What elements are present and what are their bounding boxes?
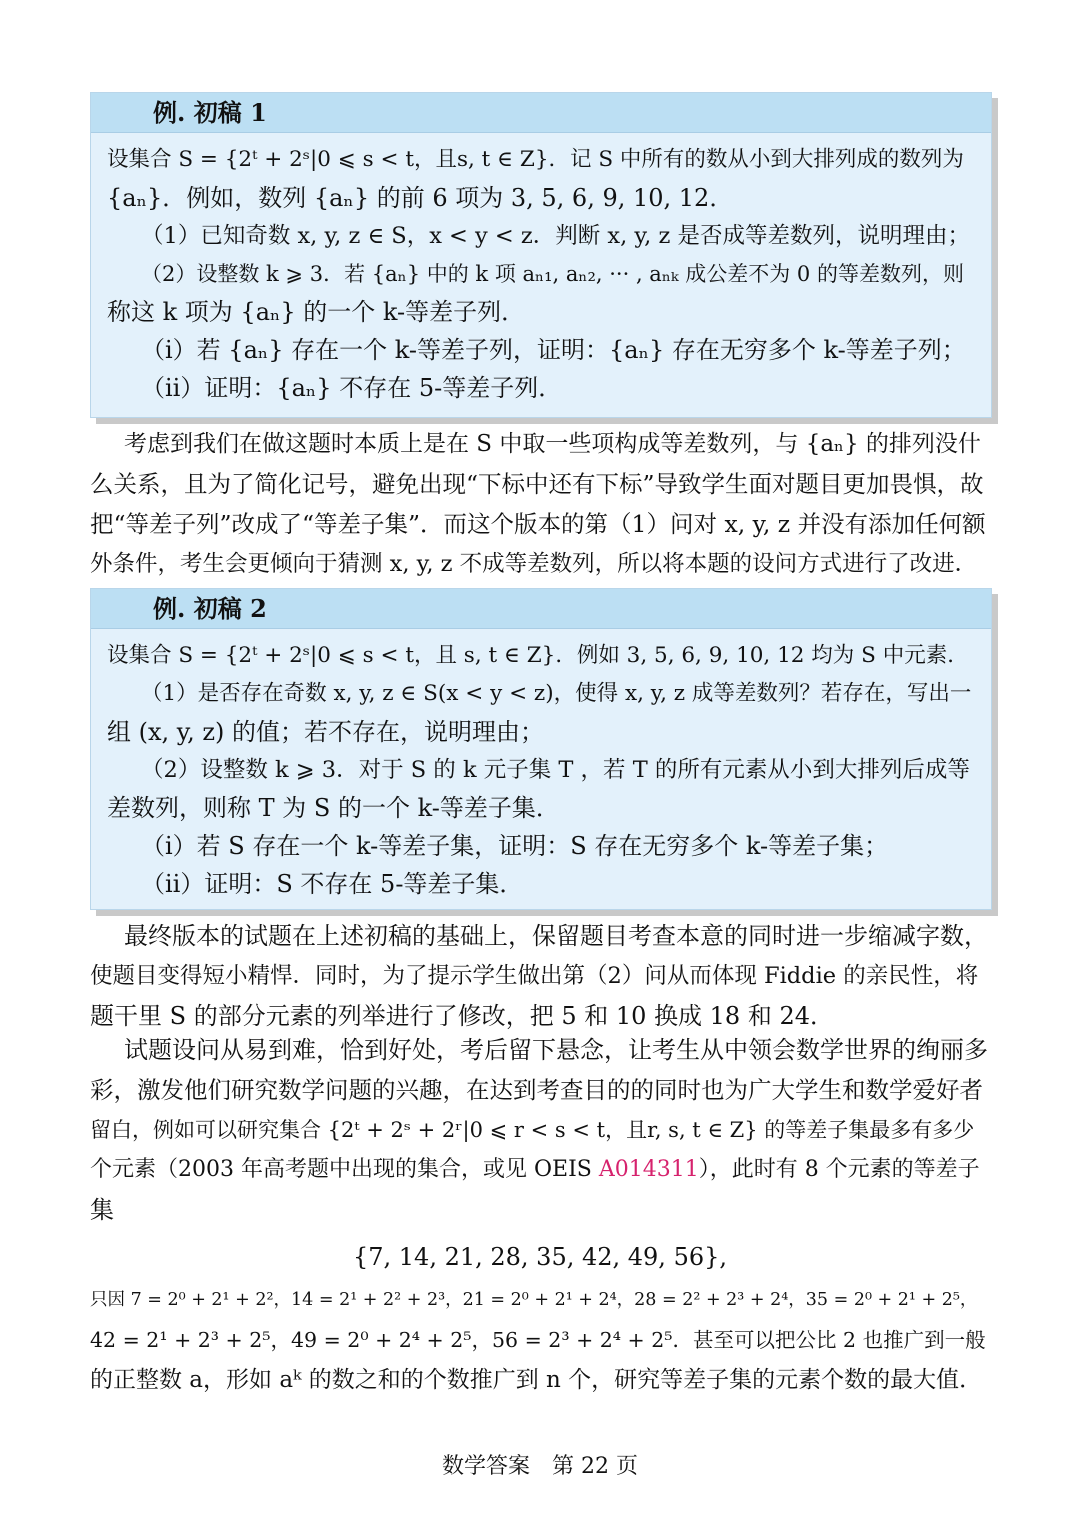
text-line: 组 (x, y, z) 的值；若不存在，说明理由； bbox=[107, 718, 545, 746]
text-line: 集 bbox=[90, 1196, 114, 1224]
text-line: （2）设整数 k ⩾ 3．若 {aₙ} 中的 k 项 aₙ₁, aₙ₂, ··· , aₙₖ 成公差不为 0 的等差数列，则 bbox=[141, 262, 964, 286]
text-line: 外条件，考生会更倾向于猜测 x, y, z 不成等差数列，所以将本题的设问方式进行了改进． bbox=[90, 551, 978, 577]
text-line: 最终版本的试题在上述初稿的基础上，保留题目考查本意的同时进一步缩减字数， bbox=[124, 922, 988, 950]
box-body bbox=[91, 133, 991, 407]
text-line: 的正整数 a，形如 aᵏ 的数之和的个数推广到 n 个，研究等差子集的元素个数的最大值． bbox=[90, 1367, 983, 1393]
text-line: 考虑到我们在做这题时本质上是在 S 中取一些项构成等差数列，与 {aₙ} 的排列没什 bbox=[124, 431, 981, 457]
text-line: （ⅱ）证明：S 不存在 5-等差子集． bbox=[141, 870, 524, 898]
text-line: 留白，例如可以研究集合 {2ᵗ + 2ˢ + 2ʳ|0 ⩽ r < s < t，且r, s, t ∈ Z} 的等差子集最多有多少 bbox=[90, 1118, 975, 1142]
paragraph-2 bbox=[90, 916, 990, 1036]
page-footer: 数学答案 第 22 页 bbox=[442, 1454, 638, 1479]
text-line: 试题设问从易到难，恰到好处，考后留下悬念，让考生从中领会数学世界的绚丽多 bbox=[124, 1036, 988, 1064]
example-box-draft-1 bbox=[90, 92, 992, 418]
text-line: 把“等差子列”改成了“等差子集”．而这个版本的第（1）问对 x, y, z 并没有添加任何额 bbox=[90, 510, 986, 538]
text-line: （ⅰ）若 {aₙ} 存在一个 k-等差子列，证明：{aₙ} 存在无穷多个 k-等差子列； bbox=[141, 336, 966, 364]
text-line: 设集合 S = {2ᵗ + 2ˢ|0 ⩽ s < t，且 s, t ∈ Z}．例如 3, 5, 6, 9, 10, 12 均为 S 中元素． bbox=[107, 643, 969, 668]
box-title: 例. 初稿 2 bbox=[91, 589, 991, 629]
text-segment: ），此时有 8 个元素的等差子 bbox=[698, 1157, 980, 1182]
box-body bbox=[91, 629, 991, 903]
text-line: （ⅰ）若 S 存在一个 k-等差子集，证明：S 存在无穷多个 k-等差子集； bbox=[141, 832, 889, 860]
text-line: {aₙ}．例如，数列 {aₙ} 的前 6 项为 3, 5, 6, 9, 10, 12． bbox=[107, 184, 734, 212]
text-line: （1）已知奇数 x, y, z ∈ S，x < y < z．判断 x, y, z 是否成等差数列，说明理由； bbox=[141, 223, 970, 249]
text-line: （2）设整数 k ⩾ 3．对于 S 的 k 元子集 T ，若 T 的所有元素从小到大排列后成等 bbox=[141, 757, 970, 783]
text-line: （1）是否存在奇数 x, y, z ∈ S(x < y < z)，使得 x, y, z 成等差数列？若存在，写出一 bbox=[141, 681, 972, 706]
text-line: 使题目变得短小精悍．同时，为了提示学生做出第（2）问从而体现 Fiddie 的亲民性，将 bbox=[90, 963, 979, 989]
text-line: 彩，激发他们研究数学问题的兴趣，在达到考查目的的同时也为广大学生和数学爱好者 bbox=[90, 1076, 983, 1104]
text-line bbox=[90, 1150, 990, 1190]
text-line: 称这 k 项为 {aₙ} 的一个 k-等差子列． bbox=[107, 298, 526, 326]
example-box-draft-2 bbox=[90, 588, 992, 910]
display-equation: {7, 14, 21, 28, 35, 42, 49, 56}, bbox=[352, 1243, 727, 1271]
text-line: 42 = 2¹ + 2³ + 2⁵，49 = 2⁰ + 2⁴ + 2⁵，56 = 2³ + 2⁴ + 2⁵．甚至可以把公比 2 也推广到一般 bbox=[90, 1328, 986, 1352]
text-line: 设集合 S = {2ᵗ + 2ˢ|0 ⩽ s < t，且s, t ∈ Z}．记 S 中所有的数从小到大排列成的数列为 bbox=[107, 147, 964, 172]
paragraph-3 bbox=[90, 1030, 990, 1284]
text-line: 么关系，且为了简化记号，避免出现“下标中还有下标”导致学生面对题目更加畏惧，故 bbox=[90, 470, 984, 498]
paragraph-4 bbox=[90, 1280, 990, 1400]
text-line: （ⅱ）证明：{aₙ} 不存在 5-等差子列． bbox=[141, 374, 563, 402]
paragraph-1 bbox=[90, 424, 990, 584]
text-line: 差数列，则称 T 为 S 的一个 k-等差子集． bbox=[107, 794, 560, 822]
box-title: 例. 初稿 1 bbox=[91, 93, 991, 133]
text-segment: 个元素（2003 年高考题中出现的集合，或见 OEIS bbox=[90, 1157, 599, 1182]
text-line: 题干里 S 的部分元素的列举进行了修改，把 5 和 10 换成 18 和 24． bbox=[90, 1002, 834, 1030]
text-line: 只因 7 = 2⁰ + 2¹ + 2²，14 = 2¹ + 2² + 2³，21 = 2⁰ + 2¹ + 2⁴，28 = 2² + 2³ + 2⁴，35 = 2⁰ + 2¹ + 2⁵， bbox=[90, 1290, 978, 1310]
oeis-link[interactable]: A014311 bbox=[598, 1157, 699, 1182]
